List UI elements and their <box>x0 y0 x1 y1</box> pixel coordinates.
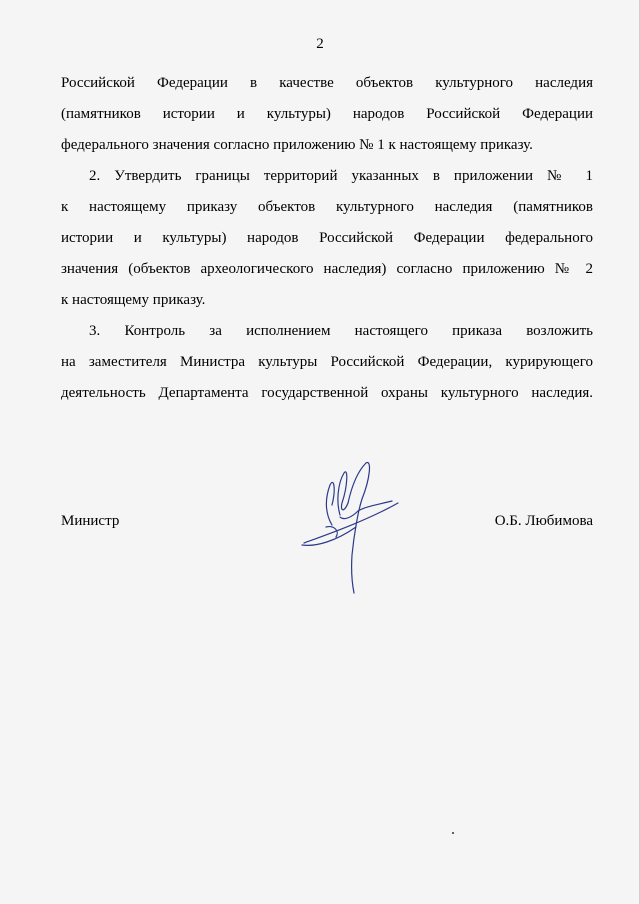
text-line-2: (памятников истории и культуры) народов Российской Федерации <box>61 106 593 122</box>
scan-speck <box>452 832 454 834</box>
paragraph-2-line-3: истории и культуры) народов Российской Федерации федерального <box>61 230 593 246</box>
handwritten-signature <box>296 455 406 595</box>
text-line-3: федерального значения согласно приложению № 1 к настоящему приказу. <box>61 137 533 153</box>
document-body <box>61 68 593 409</box>
signatory-title: Министр <box>61 513 120 529</box>
paragraph-3-line-1: 3. Контроль за исполнением настоящего приказа возложить <box>89 323 593 339</box>
paragraph-3-line-2: на заместителя Министра культуры Российской Федерации, курирующего <box>61 354 593 370</box>
text-line-1: Российской Федерации в качестве объектов культурного наследия <box>61 75 593 91</box>
page-number: 2 <box>316 36 324 52</box>
paragraph-2-line-2: к настоящему приказу объектов культурного наследия (памятников <box>61 199 593 215</box>
paragraph-2-line-1: 2. Утвердить границы территорий указанных в приложении № 1 <box>89 168 593 184</box>
signatory-name: О.Б. Любимова <box>494 513 593 529</box>
paragraph-2-line-4: значения (объектов археологического наследия) согласно приложению № 2 <box>61 261 593 277</box>
paragraph-2-line-5: к настоящему приказу. <box>61 292 206 308</box>
paragraph-3-line-3: деятельность Департамента государственной охраны культурного наследия. <box>61 385 593 401</box>
